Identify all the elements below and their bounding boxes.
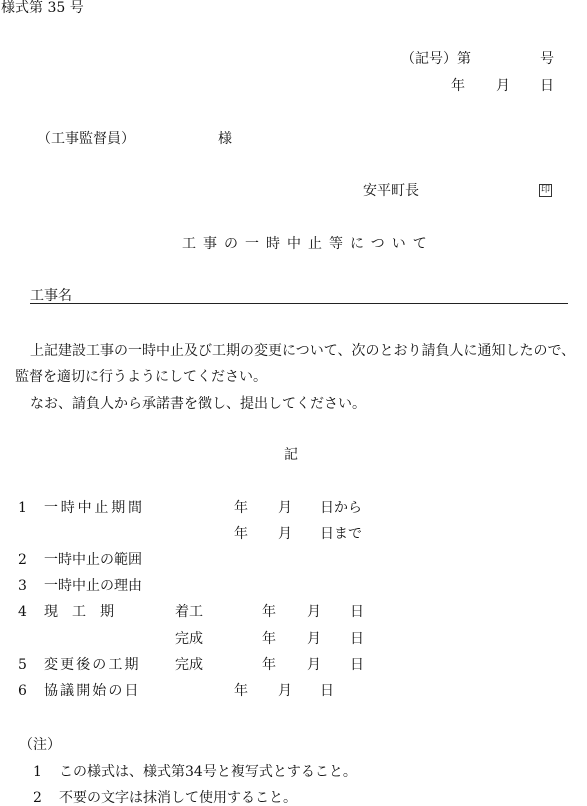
note-number: 2 [33, 790, 42, 806]
date-day: 日 [350, 604, 364, 620]
date-day-to: 日まで [320, 526, 362, 542]
date-day: 日 [350, 631, 364, 647]
body-line: なお、請負人から承諾書を徴し、提出してください。 [30, 396, 366, 412]
notes-heading: （注） [19, 737, 61, 753]
project-name-line [30, 303, 568, 304]
date-year: 年 [451, 78, 465, 94]
item-label: 協議開始の日 [44, 683, 141, 699]
date-year: 年 [234, 683, 248, 699]
kigo-label: （記号）第 [401, 51, 471, 67]
complete-label: 完成 [175, 631, 203, 647]
date-day-from: 日から [320, 500, 362, 516]
item-number: 4 [18, 604, 27, 620]
date-month: 月 [307, 631, 321, 647]
item-number: 2 [18, 552, 27, 568]
item-label: 一時中止期間 [44, 500, 145, 516]
note-text: 不要の文字は抹消して使用すること。 [59, 790, 297, 806]
date-month: 月 [307, 657, 321, 673]
item-label: 一時中止の範囲 [44, 552, 142, 568]
ki-heading: 記 [284, 447, 298, 463]
date-day: 日 [350, 657, 364, 673]
sender-name: 安平町長 [363, 183, 419, 199]
item-label: 変更後の工期 [44, 657, 141, 673]
note-number: 1 [33, 764, 42, 780]
addressee-role: （工事監督員） [37, 131, 135, 147]
date-day: 日 [540, 78, 554, 94]
body-line: 上記建設工事の一時中止及び工期の変更について、次のとおり請負人に通知したので、 [30, 343, 576, 359]
seal-mark: 印 [540, 185, 550, 195]
complete-label: 完成 [175, 657, 203, 673]
item-number: 5 [18, 657, 27, 673]
document-title: 工事の一時中止等について [182, 236, 434, 252]
date-year: 年 [262, 631, 276, 647]
date-month: 月 [307, 604, 321, 620]
item-number: 1 [18, 500, 27, 516]
form-number: 様式第 35 号 [1, 0, 84, 16]
item-label: 一時中止の理由 [44, 578, 142, 594]
addressee-honorific: 様 [218, 131, 232, 147]
start-label: 着工 [175, 604, 203, 620]
date-year: 年 [262, 657, 276, 673]
date-month: 月 [278, 526, 292, 542]
note-text: この様式は、様式第34号と複写式とすること。 [59, 764, 357, 780]
item-label: 現 工 期 [44, 604, 114, 620]
body-line: 監督を適切に行うようにしてください。 [15, 369, 267, 385]
number-suffix: 号 [540, 51, 554, 67]
item-number: 3 [18, 578, 27, 594]
project-name-label: 工事名 [30, 288, 72, 304]
item-number: 6 [18, 683, 27, 699]
date-day: 日 [320, 683, 334, 699]
date-year: 年 [234, 500, 248, 516]
date-month: 月 [496, 78, 510, 94]
date-month: 月 [278, 500, 292, 516]
date-year: 年 [262, 604, 276, 620]
date-month: 月 [278, 683, 292, 699]
date-year: 年 [234, 526, 248, 542]
